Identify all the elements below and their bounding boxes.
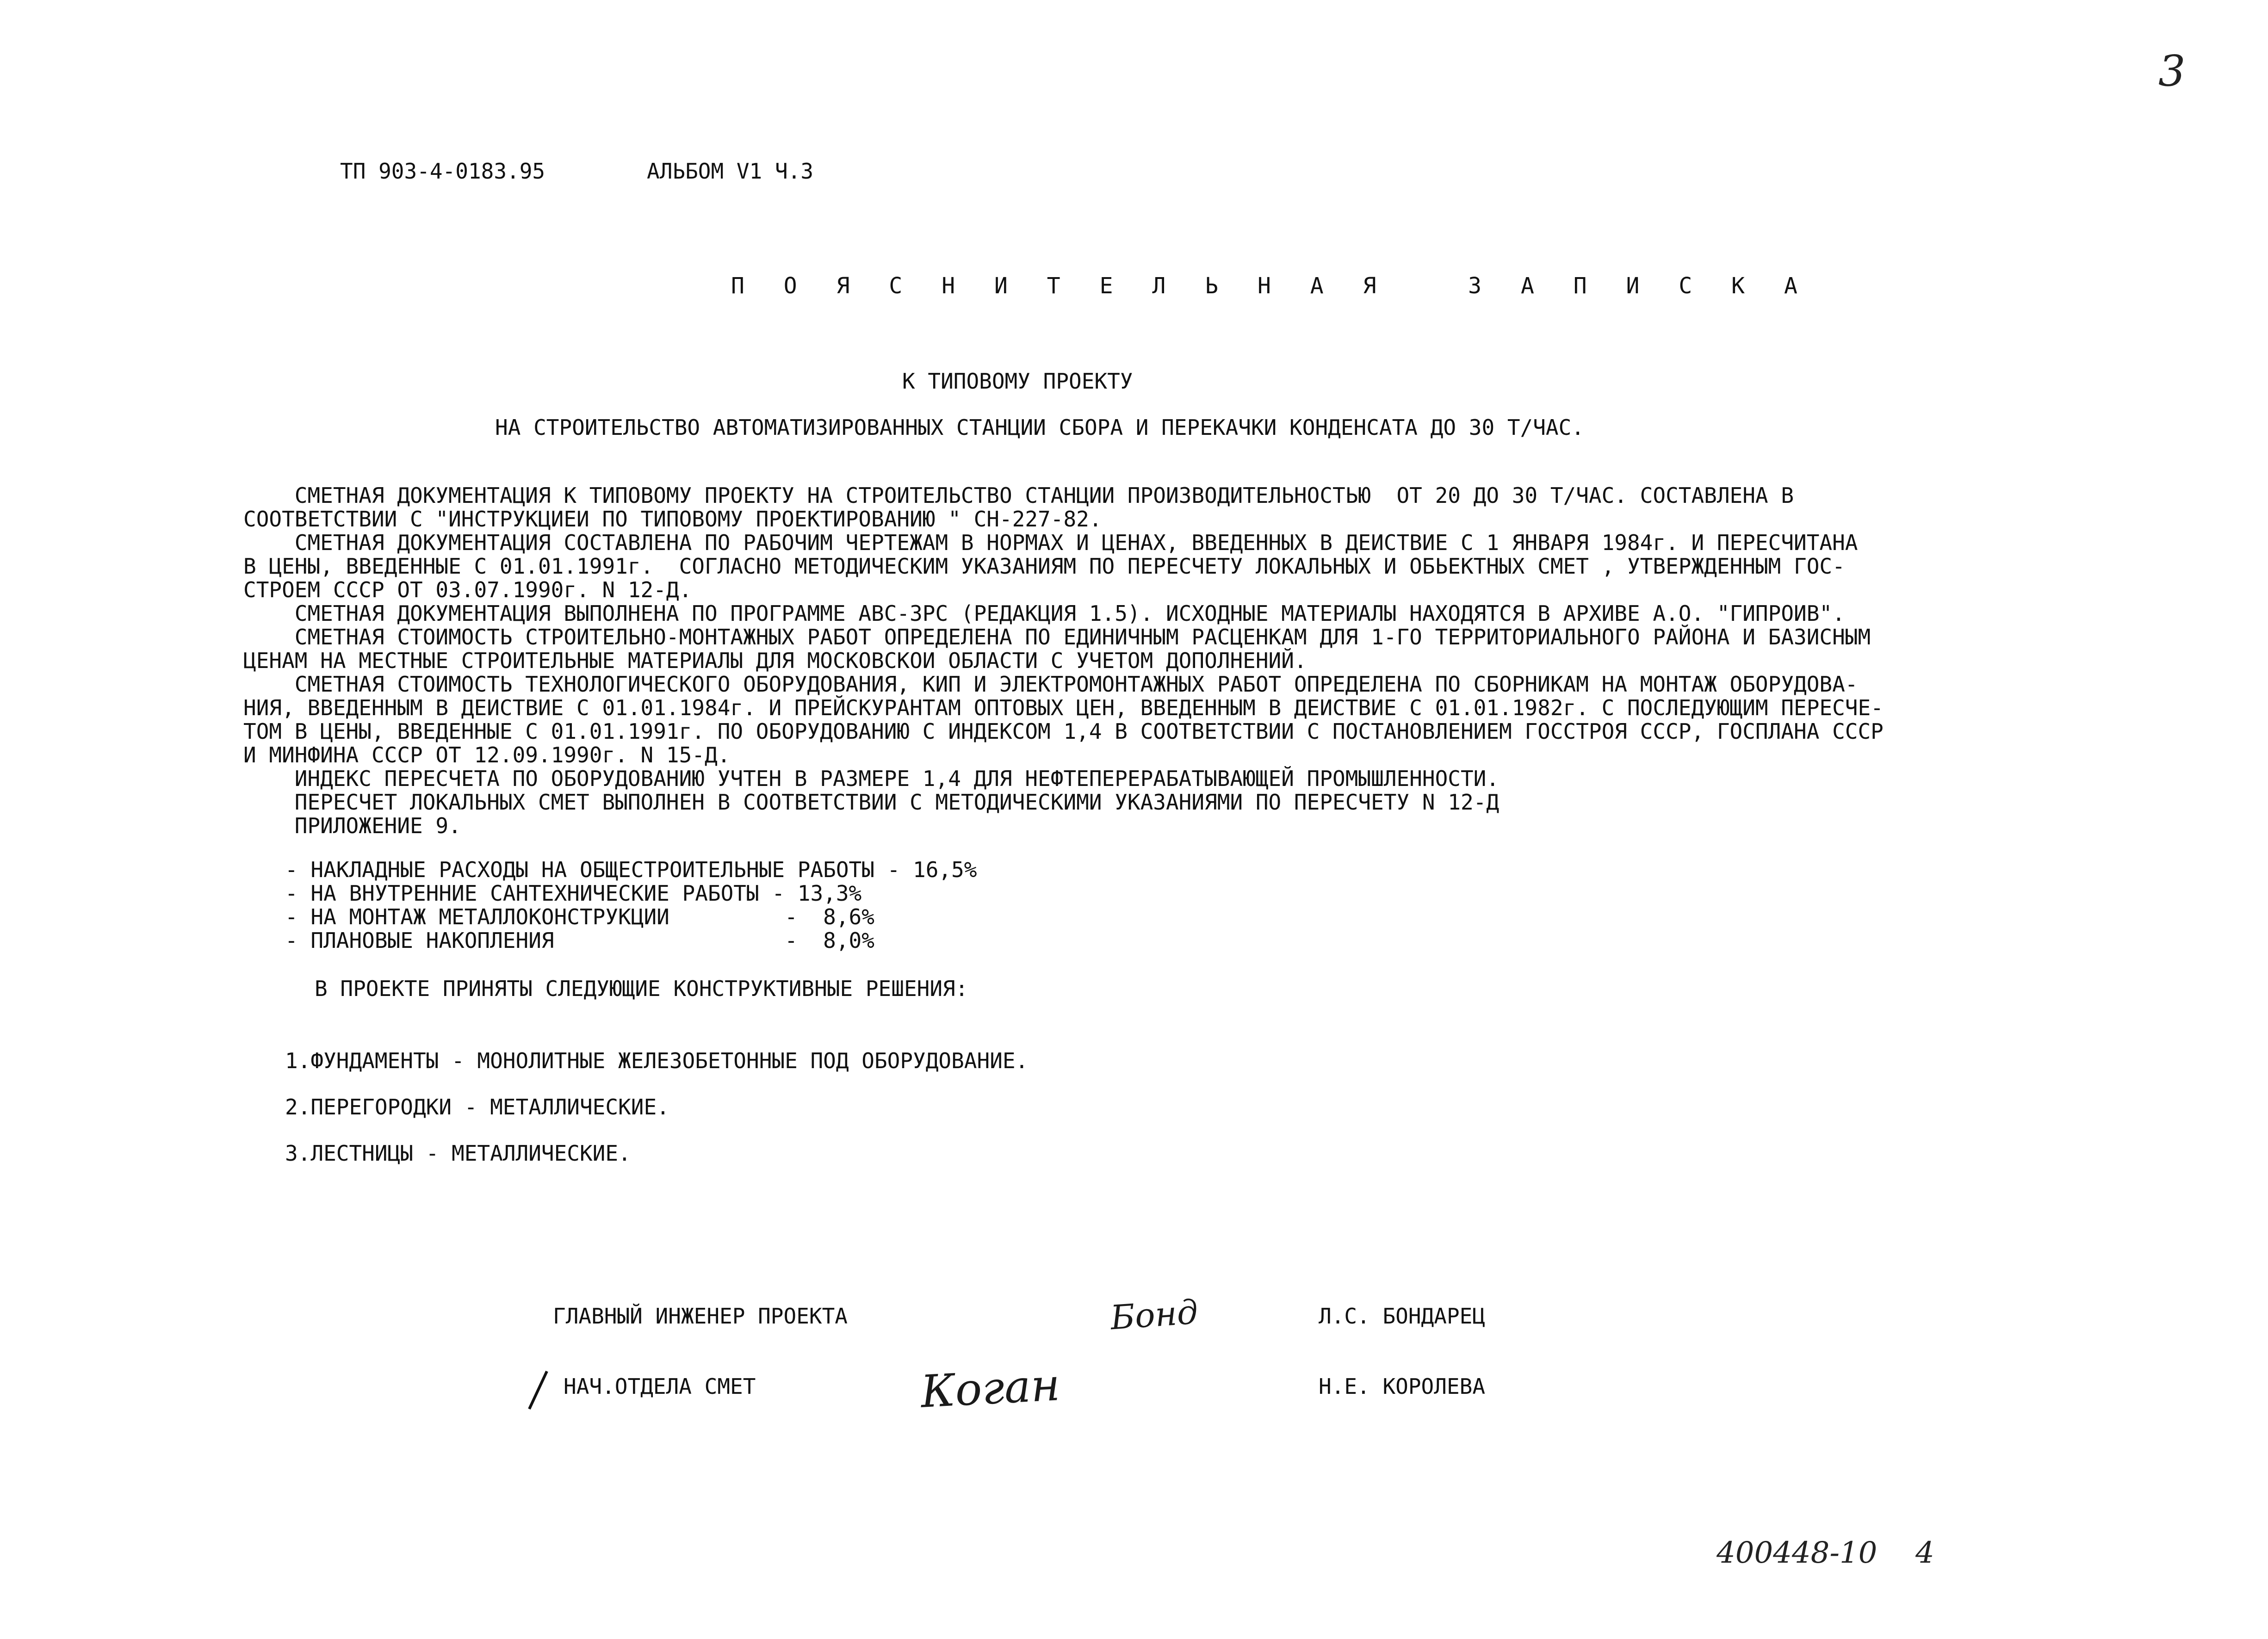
body-line: ПРИЛОЖЕНИЕ 9. [243,813,461,838]
rate-item: - ПЛАНОВЫЕ НАКОПЛЕНИЯ - 8,0% [285,928,874,953]
signature-role-chief-engineer: ГЛАВНЫЙ ИНЖЕНЕР ПРОЕКТА [553,1304,848,1329]
subtitle-construction: НА СТРОИТЕЛЬСТВО АВТОМАТИЗИРОВАННЫХ СТАНЦИИ СБОРА И ПЕРЕКАЧКИ КОНДЕНСАТА ДО 30 Т/ЧАС. [495,415,1585,440]
decision-item: 3.ЛЕСТНИЦЫ - МЕТАЛЛИЧЕСКИЕ. [285,1141,631,1166]
body-line: СМЕТНАЯ ДОКУМЕНТАЦИЯ ВЫПОЛНЕНА ПО ПРОГРАММЕ АВС-3РС (РЕДАКЦИЯ 1.5). ИСХОДНЫЕ МАТЕРИАЛЫ НАХОДЯТСЯ В АРХИВЕ А.О. "ГИПРОИВ". [243,601,1845,626]
body-line: СТРОЕМ СССР ОТ 03.07.1990г. N 12-Д. [243,577,692,602]
signature-chief-engineer: Бонд [1109,1292,1200,1337]
decision-item: 1.ФУНДАМЕНТЫ - МОНОЛИТНЫЕ ЖЕЛЕЗОБЕТОННЫЕ ПОД ОБОРУДОВАНИЕ. [285,1048,1029,1073]
rate-item: - НА ВНУТРЕННИЕ САНТЕХНИЧЕСКИЕ РАБОТЫ - 13,3% [285,881,862,906]
body-line: НИЯ, ВВЕДЕННЫМ В ДЕИСТВИЕ С 01.01.1984г. И ПРЕЙСКУРАНТАМ ОПТОВЫХ ЦЕН, ВВЕДЕННЫМ В ДЕИСТВИЕ С 01.01.1982г. С ПОСЛЕДУЮЩИМ ПЕРЕСЧЕ- [243,695,1884,720]
body-line: В ЦЕНЫ, ВВЕДЕННЫЕ С 01.01.1991г. СОГЛАСНО МЕТОДИЧЕСКИМ УКАЗАНИЯМ ПО ПЕРЕСЧЕТУ ЛОКАЛЬНЫХ И ОБЬЕКТНЫХ СМЕТ , УТВЕРЖДЕННЫМ ГОС- [243,554,1845,579]
body-line: СМЕТНАЯ СТОИМОСТЬ ТЕХНОЛОГИЧЕСКОГО ОБОРУДОВАНИЯ, КИП И ЭЛЕКТРОМОНТАЖНЫХ РАБОТ ОПРЕДЕЛЕНА ПО СБОРНИКАМ НА МОНТАЖ ОБОРУДОВА- [243,672,1858,697]
signature-estimates-head: Коган [919,1359,1061,1418]
document-code: ТП 903-4-0183.95 [340,159,545,184]
footer-stamp: 400448-10 [1716,1536,1878,1570]
body-line: ТОМ В ЦЕНЫ, ВВЕДЕННЫЕ С 01.01.1991г. ПО ОБОРУДОВАНИЮ С ИНДЕКСОМ 1,4 В СООТВЕТСТВИИ С ПОСТАНОВЛЕНИЕМ ГОССТРОЯ СССР, ГОСПЛАНА СССР [243,719,1884,744]
body-line: ИНДЕКС ПЕРЕСЧЕТА ПО ОБОРУДОВАНИЮ УЧТЕН В РАЗМЕРЕ 1,4 ДЛЯ НЕФТЕПЕРЕРАБАТЫВАЮЩЕЙ ПРОМЫШЛЕННОСТИ. [243,766,1500,791]
album-label: АЛЬБОМ V1 Ч.3 [647,159,814,184]
body-line: ПЕРЕСЧЕТ ЛОКАЛЬНЫХ СМЕТ ВЫПОЛНЕН В СООТВЕТСТВИИ С МЕТОДИЧЕСКИМИ УКАЗАНИЯМИ ПО ПЕРЕСЧЕТУ N 12-Д [243,790,1500,815]
signature-name-chief-engineer: Л.С. БОНДАРЕЦ [1319,1304,1486,1329]
signature-name-estimates-head: Н.Е. КОРОЛЕВА [1319,1374,1486,1399]
slash-mark [528,1371,548,1410]
decisions-intro: В ПРОЕКТЕ ПРИНЯТЫ СЛЕДУЮЩИЕ КОНСТРУКТИВНЫЕ РЕШЕНИЯ: [315,976,968,1001]
footer-page-number: 4 [1915,1536,1934,1570]
overhead-rates-list [285,858,977,952]
rate-item: - НА МОНТАЖ МЕТАЛЛОКОНСТРУКЦИИ - 8,6% [285,904,874,929]
body-line: СМЕТНАЯ СТОИМОСТЬ СТРОИТЕЛЬНО-МОНТАЖНЫХ РАБОТ ОПРЕДЕЛЕНА ПО ЕДИНИЧНЫМ РАСЦЕНКАМ ДЛЯ 1-ГО ТЕРРИТОРИАЛЬНОГО РАЙОНА И БАЗИСНЫМ [243,625,1871,649]
rate-item: - НАКЛАДНЫЕ РАСХОДЫ НА ОБЩЕСТРОИТЕЛЬНЫЕ РАБОТЫ - 16,5% [285,857,977,882]
subtitle-project: К ТИПОВОМУ ПРОЕКТУ [902,369,1133,394]
body-line: СМЕТНАЯ ДОКУМЕНТАЦИЯ К ТИПОВОМУ ПРОЕКТУ НА СТРОИТЕЛЬСТВО СТАНЦИИ ПРОИЗВОДИТЕЛЬНОСТЬЮ ОТ 20 ДО 30 Т/ЧАС. СОСТАВЛЕНА В [243,483,1794,508]
body-text [243,484,2048,838]
corner-page-number: 3 [2158,46,2186,96]
decision-item: 2.ПЕРЕГОРОДКИ - МЕТАЛЛИЧЕСКИЕ. [285,1095,669,1119]
page-title: П О Я С Н И Т Е Л Ь Н А Я З А П И С К А [731,273,1810,299]
body-line: ЦЕНАМ НА МЕСТНЫЕ СТРОИТЕЛЬНЫЕ МАТЕРИАЛЫ ДЛЯ МОСКОВСКОИ ОБЛАСТИ С УЧЕТОМ ДОПОЛНЕНИЙ. [243,648,1307,673]
signature-role-estimates-head: НАЧ.ОТДЕЛА СМЕТ [564,1374,756,1399]
body-line: И МИНФИНА СССР ОТ 12.09.1990г. N 15-Д. [243,742,731,767]
body-line: СМЕТНАЯ ДОКУМЕНТАЦИЯ СОСТАВЛЕНА ПО РАБОЧИМ ЧЕРТЕЖАМ В НОРМАХ И ЦЕНАХ, ВВЕДЕННЫХ В ДЕИСТВИЕ С 1 ЯНВАРЯ 1984г. И ПЕРЕСЧИТАНА [243,530,1858,555]
body-line: СООТВЕТСТВИИ С "ИНСТРУКЦИЕИ ПО ТИПОВОМУ ПРОЕКТИРОВАНИЮ " СН-227-82. [243,507,1102,532]
